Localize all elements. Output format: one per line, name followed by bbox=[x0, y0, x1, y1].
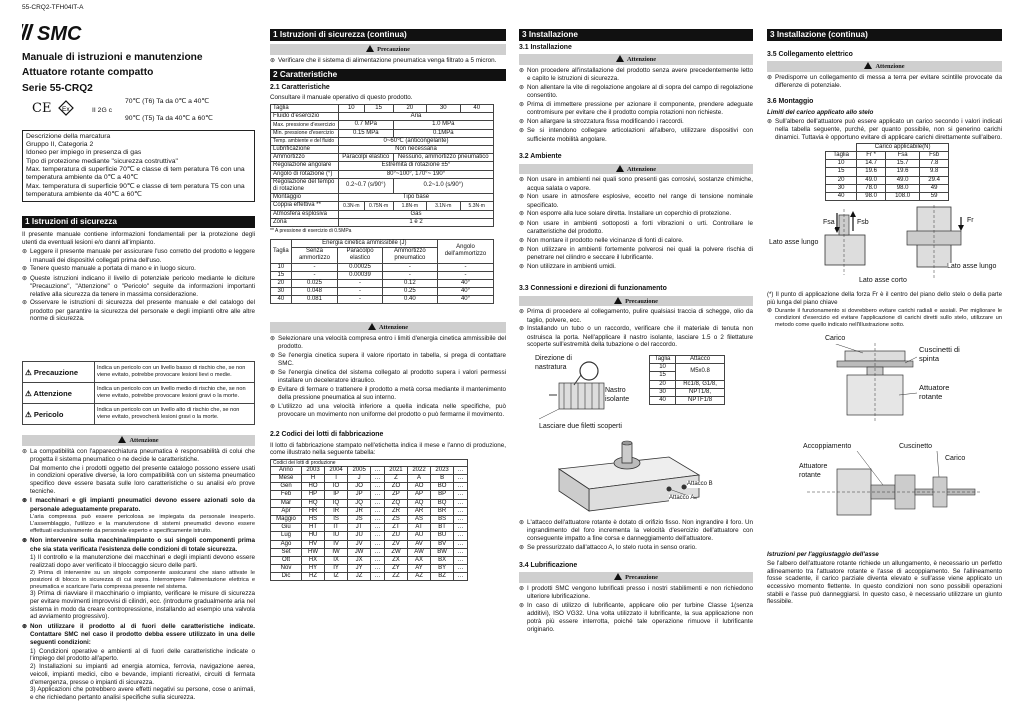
hazard-level-name: Attenzione bbox=[33, 388, 72, 398]
warning-item: ⊛ Non esporre alla luce solare diretta. Installare un coperchio di protezione. bbox=[519, 210, 753, 218]
lot-code-row: Giu HT IT JT … ZT AT BT … bbox=[271, 524, 468, 532]
lot-code-row: Dic HZ IZ JZ … ZZ AZ BZ … bbox=[271, 573, 468, 581]
ex-mark-icon bbox=[58, 100, 74, 116]
warning-triangle-icon bbox=[614, 573, 622, 580]
caution-banner: Precauzione bbox=[519, 296, 753, 307]
mounting-item: ⊛ Durante il funzionamento si dovrebbero evitare carichi radiali e assiali. Per migliorare le condizioni d'esercizio ed evitare l'applicazione di carichi diretti sullo stelo, utilizzare un metodo come quello indicato nell'illustrazione sotto. bbox=[767, 308, 1002, 329]
document-code: 55-CRQ2-TFH04IT-A bbox=[22, 4, 84, 11]
port-row: 30 NPT1/8, bbox=[650, 388, 725, 396]
warning-item: ⊛ Prima di immettere pressione per azionare il componente, prendere adeguate contromisure per evitare che il prodotto compia rotazioni non richieste. bbox=[519, 101, 753, 117]
column-4 bbox=[767, 29, 1002, 608]
warning-item: ⊛ Se si intendono collegare articolazioni all'albero, utilizzare dispositivi con sufficiente mobilità angolare. bbox=[519, 127, 753, 143]
coupling-label: Accoppiamento bbox=[803, 443, 852, 451]
lot-code-row: Maggio HS IS JS … ZS AS BS … bbox=[271, 515, 468, 523]
lot-code-row: Set HW IW JW … ZW AW BW … bbox=[271, 548, 468, 556]
temp-class-t5: 90℃ (T5) Ta da 40℃ a 60℃ bbox=[125, 114, 213, 122]
load-row: 15 19.6 19.6 9.8 bbox=[826, 168, 949, 176]
lot-year-row: Anno 2003 2004 2005 … 2021 2022 2023 … bbox=[271, 466, 468, 474]
hazard-level-text: Indica un pericolo con un livello basso di rischio che, se non viene evitato, potrebbe provocare lesioni lievi o medie. bbox=[95, 362, 255, 383]
coupling-figure bbox=[767, 439, 1002, 551]
spec-row: Zona 1 e 2 bbox=[271, 218, 494, 226]
warning-banner: Attenzione bbox=[519, 54, 753, 65]
column-2 bbox=[270, 29, 506, 581]
certification-row bbox=[22, 98, 255, 130]
caution-item: ⊛ L'attacco dell'attuatore rotante è dotato di orifizio fisso. Non ingrandire il foro. Un ingrandimento del foro incrementa la velocità d'esercizio dell'attuatore con conseguente impatto a fine corsa e danneggiamento dell'attuatore. bbox=[519, 519, 753, 543]
spec-header-row: Taglia 10 15 20 30 40 bbox=[271, 105, 494, 113]
svg-text:SMC: SMC bbox=[37, 23, 82, 45]
warning-triangle-icon bbox=[864, 62, 872, 69]
lot-code-row: Lug HU IU JU … ZU AU BU … bbox=[271, 532, 468, 540]
section-specs-header: 2 Caratteristiche bbox=[270, 69, 506, 81]
warning-detail: 2) Prima di intervenire su un singolo componente assicurarsi che siano attivate le posizioni di blocco in sicurezza di cui sopra. Interrompere l'alimentazione elettrica e pneumatica e scaricare l'aria compressa presente nel sistema. bbox=[30, 569, 255, 590]
energy-row: 20 0.025 - 0.12 40° bbox=[271, 279, 494, 287]
subsection-title: 2.2 Codici dei lotti di fabbricazione bbox=[270, 431, 384, 439]
caution-banner: Precauzione bbox=[519, 572, 753, 583]
spec-row: Regolazione del tempo di rotazione 0.2~0.7 (s/90°) 0.2~1.0 (s/90°) bbox=[271, 178, 494, 193]
hazard-row bbox=[23, 383, 255, 404]
spec-row: Min. pressione d'esercizio 0.15 MPa 0.1MPa bbox=[271, 129, 494, 137]
warning-detail: 1) Condizioni operative e ambienti al di fuori delle caratteristiche indicate o l'impiego del prodotto all'aperto. bbox=[30, 647, 255, 663]
port-row: 15 bbox=[650, 372, 725, 380]
category-label: II 2G c bbox=[92, 106, 113, 114]
actuator-label: Attuatore rotante bbox=[919, 383, 969, 401]
load-row: 30 78.0 98.0 49 bbox=[826, 184, 949, 192]
lot-month-row: Mese H I J … Z A B … bbox=[271, 475, 468, 483]
section-safety-header: 1 Istruzioni di sicurezza bbox=[22, 216, 255, 228]
subsection-title: 3.3 Connessioni e direzioni di funzionamento bbox=[519, 285, 667, 293]
energy-row: 40 0.081 - 0.40 40° bbox=[271, 296, 494, 304]
smc-logo-mark bbox=[22, 20, 102, 46]
energy-row: 15 - 0.00039 - - bbox=[271, 271, 494, 279]
lot-code-row: Gen HO IO JO … ZO AO BO … bbox=[271, 483, 468, 491]
thrust-bearing-figure bbox=[767, 335, 1002, 439]
caution-banner: Precauzione bbox=[270, 44, 506, 55]
smc-logo bbox=[22, 16, 255, 50]
subsection-title: 2.1 Caratteristiche bbox=[270, 83, 330, 91]
shaft-adjust-text: Se l'albero dell'attuatore rotante richiede un allungamento, è necessario un perfetto allineamento tra l'attuatore rotante e l'asse di accoppiamento. Se l'allineamento fosse scadente, il carico parziale diventa elevato e sull'asse viene applicato un eccessivo momento flettente. In questo condizioni non sono possibili operazioni stabili e l'asse può danneggiarsi. In questo caso, è necessario utilizzare un giunto flessibile. bbox=[767, 559, 1002, 606]
warning-detail: 2) Installazioni su impianti ad energia atomica, ferrovia, navigazione aerea, veicoli, impianti medici, cibo e bevande, impianti ricreativi, circuiti di fermata d'emergenza, presse o impianti di sicurezza. bbox=[30, 663, 255, 686]
warning-item: ⊛ Se l'energia cinetica del sistema collegato al prodotto supera i valori permessi installare un deceleratore idraulico. bbox=[270, 369, 506, 385]
lot-code-row: Nov HY IY JY … ZY AY BY … bbox=[271, 565, 468, 573]
thread-tape-figure bbox=[519, 355, 753, 439]
hazard-row bbox=[23, 362, 255, 383]
svg-text:Ex: Ex bbox=[62, 105, 70, 113]
marking-line: Tipo di protezione mediante "sicurezza costruttiva" bbox=[26, 157, 178, 165]
load-direction-figure bbox=[767, 205, 1002, 291]
hazard-row bbox=[23, 404, 255, 425]
safety-bullet: ⊛ Queste istruzioni indicano il livello di potenziale pericolo mediante le diciture "Precauzione", "Attenzione" o "Pericolo" seguite da informazioni importanti relative alla sicurezza da tenere in massima considerazione. bbox=[22, 275, 255, 299]
warning-triangle-icon bbox=[368, 323, 376, 330]
warning-banner: Attenzione bbox=[270, 322, 506, 333]
section-install-cont-header: 3 Installazione (continua) bbox=[767, 29, 1002, 41]
long-side-label: Lato asse lungo bbox=[947, 263, 997, 271]
warning-item: ⊛ Non usare in ambienti sottoposti a forti vibrazioni o urti. Controllare le caratteristiche del prodotto. bbox=[519, 220, 753, 236]
spec-row: Coppia effettiva ** 0.3N·m 0.75N·m 1.8N·m 3.1N·m 5.3N·m bbox=[271, 202, 494, 210]
load-row: 20 49.0 49.0 29.4 bbox=[826, 176, 949, 184]
port-row: 20 Rc1/8, G1/8, bbox=[650, 380, 725, 388]
load-row: 40 98.0 108.0 59 bbox=[826, 192, 949, 200]
warning-triangle-icon: ⚠ bbox=[25, 388, 32, 398]
leave-threads-label: Lasciare due filetti scoperti bbox=[539, 423, 622, 431]
column-3 bbox=[519, 29, 753, 634]
warning-item: ⊛ Predisporre un collegamento di messa a terra per evitare scintille provocate da differenze di potenziale. bbox=[767, 74, 1002, 90]
spec-row: Lubrificazione Non necessaria bbox=[271, 146, 494, 154]
lot-code-row: Feb HP IP JP … ZP AP BP … bbox=[271, 491, 468, 499]
warning-item: ⊛ Non usare in atmosfere esplosive, eccetto nel range di tensione nominale specificato. bbox=[519, 193, 753, 209]
warning-triangle-icon: ⚠ bbox=[25, 367, 32, 377]
warning-detail: 1) Il controllo e la manutenzione dei macchinari e degli impianti devono essere realizzati dopo aver verificato il bloccaggio sicuro delle parti. bbox=[30, 554, 255, 569]
warning-detail: Dal momento che i prodotti oggetto del presente catalogo possono essere usati in condizioni operative diverse, la loro compatibilità con un sistema pneumatico specifico deve essere basata sulle loro caratteristiche o su analisi e/o prove tecniche. bbox=[30, 464, 255, 495]
lot-code-table: Codici dei lotti di produzione Anno 2003 2004 2005 … 2021 2022 2023 … Mese H I J … Z A B … Gen HO IO JO … ZO AO BO … Feb HP IP JP … ZP AP BP … Mar HQ IQ JQ … ZQ AQ BQ … Apr HR IR JR … ZR AR BR … Maggio HS IS JS … ZS AS BS … Giu HT IT JT … ZT AT BT … Lug HU IU JU … ZU AU BU … Ago HV IV JV … ZV AV BV … Set HW IW JW … ZW AW BW … Ott HX IX JX … ZX AX BX … Nov HY IY JY … ZY AY BY … Dic HZ IZ JZ … ZZ AZ BZ … bbox=[270, 459, 468, 582]
marking-line: Max. temperatura di superficie 90℃ e classe di tem peratura T5 con una temperatura ambiente da 40℃ a 60℃ bbox=[26, 182, 245, 198]
subsection-title: 3.6 Montaggio bbox=[767, 98, 814, 106]
section-safety-cont-header: 1 Istruzioni di sicurezza (continua) bbox=[270, 29, 506, 41]
column-1 bbox=[22, 0, 255, 702]
spec-row: Temp. ambiente e del fluido 0~60℃ (anticongelante) bbox=[271, 137, 494, 145]
hazard-level-name: Pericolo bbox=[33, 409, 64, 419]
load-limits-title: Limiti del carico applicato allo stelo bbox=[767, 108, 874, 116]
warning-banner: Attenzione bbox=[22, 435, 255, 446]
spec-row: Regolazione angolare Estremità di rotazione ±5° bbox=[271, 162, 494, 170]
caution-item: ⊛ Verificare che il sistema di alimentazione pneumatica venga filtrato a 5 micron. bbox=[270, 57, 506, 65]
marking-line: Gruppo II, Categoria 2 bbox=[26, 141, 94, 149]
warning-item: ⊛ I macchinari e gli impianti pneumatici devono essere azionati solo da personale adeguatamente preparato. bbox=[22, 497, 255, 513]
marking-line: Max. temperatura di superficie 70℃ e classe di tem peratura T6 con una temperatura ambiente da 0℃ a 40℃ bbox=[26, 166, 245, 182]
long-side-label: Lato asse lungo bbox=[769, 239, 819, 247]
warning-item: ⊛ Non utilizzare il prodotto al di fuori delle caratteristiche indicate. Contattare SMC nel caso il prodotto debba essere utilizzato in una delle seguenti condizioni: bbox=[22, 623, 255, 647]
warning-triangle-icon bbox=[616, 165, 624, 172]
warning-triangle-icon bbox=[118, 436, 126, 443]
fr-label: Fr bbox=[967, 217, 974, 225]
energy-row: 10 - 0.00025 - - bbox=[271, 263, 494, 271]
specs-intro: Consultare il manuale operativo di questo prodotto. bbox=[270, 94, 413, 102]
warning-detail: 3) Applicazioni che potrebbero avere effetti negativi su persone, cose o animali, e che richiedano pertanto analisi specifiche sulla sicurezza. bbox=[30, 686, 255, 701]
warning-item: ⊛ Non utilizzare in ambienti umidi. bbox=[519, 263, 753, 271]
subsection-title: 3.5 Collegamento elettrico bbox=[767, 51, 853, 58]
warning-triangle-icon: ⚠ bbox=[25, 409, 32, 419]
warning-item: ⊛ Non procedere all'installazione del prodotto senza avere precedentemente letto e capito le istruzioni di sicurezza. bbox=[519, 67, 753, 83]
shaft-adjust-title: Istruzioni per l'aggiustaggio dell'asse bbox=[767, 551, 879, 559]
hazard-level-text: Indica un pericolo con un livello medio di rischio che, se non viene evitato, potrebbe provocare lesioni gravi o la morte. bbox=[95, 383, 255, 404]
warning-banner: Attenzione bbox=[519, 164, 753, 175]
warning-item: ⊛ La compatibilità con l'apparecchiatura pneumatica è responsabilità di colui che progetta il sistema pneumatico o ne decide le caratteristiche. bbox=[22, 448, 255, 464]
marking-line: Descrizione della marcatura bbox=[26, 132, 111, 140]
port-row: 10 M5x0.8 bbox=[650, 364, 725, 372]
warning-item: ⊛ Non utilizzare in ambienti fortemente polverosi nei quali la polvere rischia di penetrare nel cilindro e seccare il lubrificante. bbox=[519, 246, 753, 262]
hazard-level-name: Precauzione bbox=[33, 367, 79, 377]
port-b-label: Attacco B bbox=[687, 481, 713, 488]
section-install-header: 3 Installazione bbox=[519, 29, 753, 41]
hazard-level-table bbox=[22, 361, 255, 425]
fsb-label: Fsb bbox=[857, 219, 869, 227]
warning-triangle-icon bbox=[614, 297, 622, 304]
short-side-label: Lato asse corto bbox=[859, 277, 907, 285]
warning-item: ⊛ Se l'energia cinetica supera il valore riportato in tabella, si prega di contattare SMC. bbox=[270, 352, 506, 368]
actuator-label: Attuatore rotante bbox=[799, 463, 835, 480]
thrust-bearing-label: Cuscinetti di spinta bbox=[919, 345, 975, 363]
hazard-level-text: Indica un pericolo con un livello alto di rischio che, se non viene evitato, provocherà lesioni gravi o la morte. bbox=[95, 404, 255, 425]
caution-item: ⊛ In caso di utilizzo di lubrificante, applicare olio per turbine Classe 1(senza additivi), ISO VG32. Una volta utilizzato il lubrificante, la sua applicazione non potrà più essere interrotta, poiché tale operazione rimuove il lubrificante originario. bbox=[519, 602, 753, 633]
subsection-title: 3.2 Ambiente bbox=[519, 153, 562, 161]
lot-code-row: Mar HQ IQ JQ … ZQ AQ BQ … bbox=[271, 499, 468, 507]
warning-detail: L'aria compressa può essere pericolosa se impiegata da personale inesperto. L'assemblaggio, l'utilizzo e la manutenzione di sistemi pneumatici devono essere effettuati esclusivamente da personale esperto e specificamente istruito. bbox=[30, 514, 255, 535]
warning-item: ⊛ Non usare in ambienti nei quali sono presenti gas corrosivi, sostanze chimiche, acqua salata o vapore. bbox=[519, 176, 753, 192]
ce-mark-icon: CE bbox=[32, 100, 52, 116]
kinetic-energy-table: Taglia Energia cinetica ammissibile (J) Angolo dell'ammortizzo Senza ammortizzo Paracolpo elastico Ammortizzo pneumatico 10 - 0.00025 - - 15 - 0.00039 - - 20 0.025 - 0.12 40° 30 0.048 - 0.25 40° 40 0.081 - 0.40 40° bbox=[270, 239, 494, 305]
mounting-item: ⊛ Sull'albero dell'attuatore può essere applicato un carico secondo i valori indicati nella tabella seguente, purché, per quanto possibile, non si generino carichi dinamici. Tuttavia è opportuno evitare di applicare carichi direttamente sull'albero. bbox=[767, 118, 1002, 142]
port-size-table: Taglia Attacco 10 M5x0.8 15 20 Rc1/8, G1/8, 30 NPT1/8, 40 NPTF1/8 bbox=[649, 355, 725, 405]
load-label: Carico bbox=[825, 335, 846, 343]
subsection-title: 3.4 Lubrificazione bbox=[519, 562, 578, 570]
load-row: 10 14.7 15.7 7.8 bbox=[826, 160, 949, 168]
lot-code-row: Apr HR IR JR … ZR AR BR … bbox=[271, 507, 468, 515]
tape-direction-label: Direzione di nastratura bbox=[535, 355, 575, 372]
series-title: Serie 55-CRQ2 bbox=[22, 82, 93, 94]
marking-line: Idoneo per impiego in presenza di gas bbox=[26, 149, 142, 157]
product-title: Attuatore rotante compatto bbox=[22, 67, 154, 79]
caution-item: ⊛ I prodotti SMC vengono lubrificati presso i nostri stabilimenti e non richiedono ulteriore lubrificazione. bbox=[519, 585, 753, 601]
warning-banner: Attenzione bbox=[767, 61, 1002, 72]
warning-triangle-icon bbox=[616, 55, 624, 62]
caution-item: ⊛ Installando un tubo o un raccordo, verificare che il materiale di tenuta non ostruisca la porta. Nell'applicare il nastro isolante, lasciare 1.5 o 2 filettature scoperte sull'estremità della tubazione o del raccordo. bbox=[519, 325, 753, 349]
safety-bullet: ⊛ Leggere il presente manuale per assicurare l'uso corretto del prodotto e leggere i manuali dei dispositivi collegati prima dell'uso. bbox=[22, 248, 255, 264]
spec-row: Atmosfera esplosiva Gas bbox=[271, 210, 494, 218]
temp-class-t6: 70℃ (T6) Ta da 0℃ a 40℃ bbox=[125, 97, 209, 105]
marking-description-box bbox=[22, 130, 255, 202]
subsection-title: 3.1 Installazione bbox=[519, 44, 572, 51]
energy-row: 30 0.048 - 0.25 40° bbox=[271, 288, 494, 296]
coupling-diagram bbox=[767, 439, 1002, 551]
bearing-label: Cuscinetto bbox=[899, 443, 933, 451]
port-a-label: Attacco A bbox=[669, 495, 695, 502]
spec-row: Montaggio Tipo base bbox=[271, 194, 494, 202]
lot-code-row: Ott HX IX JX … ZX AX BX … bbox=[271, 556, 468, 564]
tape-label: Nastro isolante bbox=[605, 387, 635, 404]
actuator-drawing bbox=[519, 439, 719, 519]
warning-item: ⊛ Non allentare la vite di regolazione angolare al di sopra del campo di regolazione consentito. bbox=[519, 84, 753, 100]
warning-item: ⊛ Selezionare una velocità compresa entro i limiti d'energia cinetica ammissibile del prodotto. bbox=[270, 335, 506, 351]
warning-triangle-icon bbox=[366, 45, 374, 52]
warning-item: ⊛ Non allargare la strozzatura fissa modificando i raccordi. bbox=[519, 118, 753, 126]
warning-item: ⊛ Non montare il prodotto nelle vicinanze di fonti di calore. bbox=[519, 237, 753, 245]
caution-item: ⊛ Se pressurizzato dall'attacco A, lo stelo ruota in senso orario. bbox=[519, 544, 753, 552]
load-table: Carico applicabile(N) Taglia Fr * Fsa Fsb 10 14.7 15.7 7.8 15 19.6 19.6 9.8 20 49.0 49.0 29.4 30 78.0 98.0 49 40 98.0 108.0 59 bbox=[825, 143, 949, 201]
fsa-label: Fsa bbox=[823, 219, 835, 227]
load-footnote: (*) Il punto di applicazione della forza Fr è il centro del piano dello stelo o della parte più lunga del piano chiave bbox=[767, 291, 1002, 306]
safety-intro: Il presente manuale contiene informazioni fondamentali per la protezione degli utenti da eventuali lesioni e/o danni all'impianto. bbox=[22, 231, 255, 246]
spec-row: Ammortizzo Paracolpi elastico Nessuno, ammortizzo pneumatico bbox=[271, 154, 494, 162]
warning-item: ⊛ Evitare di fermare o trattenere il prodotto a metà corsa mediante il mantenimento della pressione pneumatica al suo interno. bbox=[270, 386, 506, 402]
specifications-table bbox=[270, 104, 494, 227]
warning-detail: 3) Prima di riavviare il macchinario o impianto, verificare le misure di sicurezza per evitare movimenti improvvisi di cilindri, ecc. (introdurre gradualmente aria nel sistema in modo da creare contropressione, installando ad esempio una valvola ad avviamento progressivo). bbox=[30, 590, 255, 621]
spec-row: Fluido d'esercizio Aria bbox=[271, 113, 494, 121]
spec-footnote: ** A pressione di esercizio di 0.5MPa bbox=[270, 227, 352, 234]
safety-bullet: ⊛ Tenere questo manuale a portata di mano e in luogo sicuro. bbox=[22, 265, 255, 273]
lot-intro: Il lotto di fabbricazione stampato nell'etichetta indica il mese e l'anno di produzione, come illustrato nella seguente tabella: bbox=[270, 441, 506, 457]
lot-code-row: Ago HV IV JV … ZV AV BV … bbox=[271, 540, 468, 548]
actuator-port-figure bbox=[519, 439, 753, 519]
spec-row: Angolo di rotazione (°) 80°~100°, 170°~ 190° bbox=[271, 170, 494, 178]
warning-item: ⊛ L'utilizzo ad una velocità inferiore a quella indicata nelle specifiche, può provocare un movimento non uniforme del prodotto o può fermarne il movimento. bbox=[270, 403, 506, 419]
warning-item: ⊛ Non intervenire sulla macchina/impianto o sui singoli componenti prima che sia stata verificata l'esistenza delle condizioni di totale sicurezza. bbox=[22, 537, 255, 553]
port-row: 40 NPTF1/8 bbox=[650, 396, 725, 404]
load-label: Carico bbox=[945, 455, 966, 463]
spec-row: Max. pressione d'esercizio 0.7 MPa 1.0 MPa bbox=[271, 121, 494, 129]
manual-title: Manuale di istruzioni e manutenzione bbox=[22, 52, 203, 63]
caution-item: ⊛ Prima di procedere al collegamento, pulire qualsiasi traccia di schegge, olio da taglio, polvere, ecc. bbox=[519, 308, 753, 324]
safety-bullet: ⊛ Osservare le istruzioni di sicurezza del presente manuale e del catalogo del prodotto per garantire la sicurezza del personale e degli impianti oltre alle altre norme di sicurezza. bbox=[22, 299, 255, 323]
